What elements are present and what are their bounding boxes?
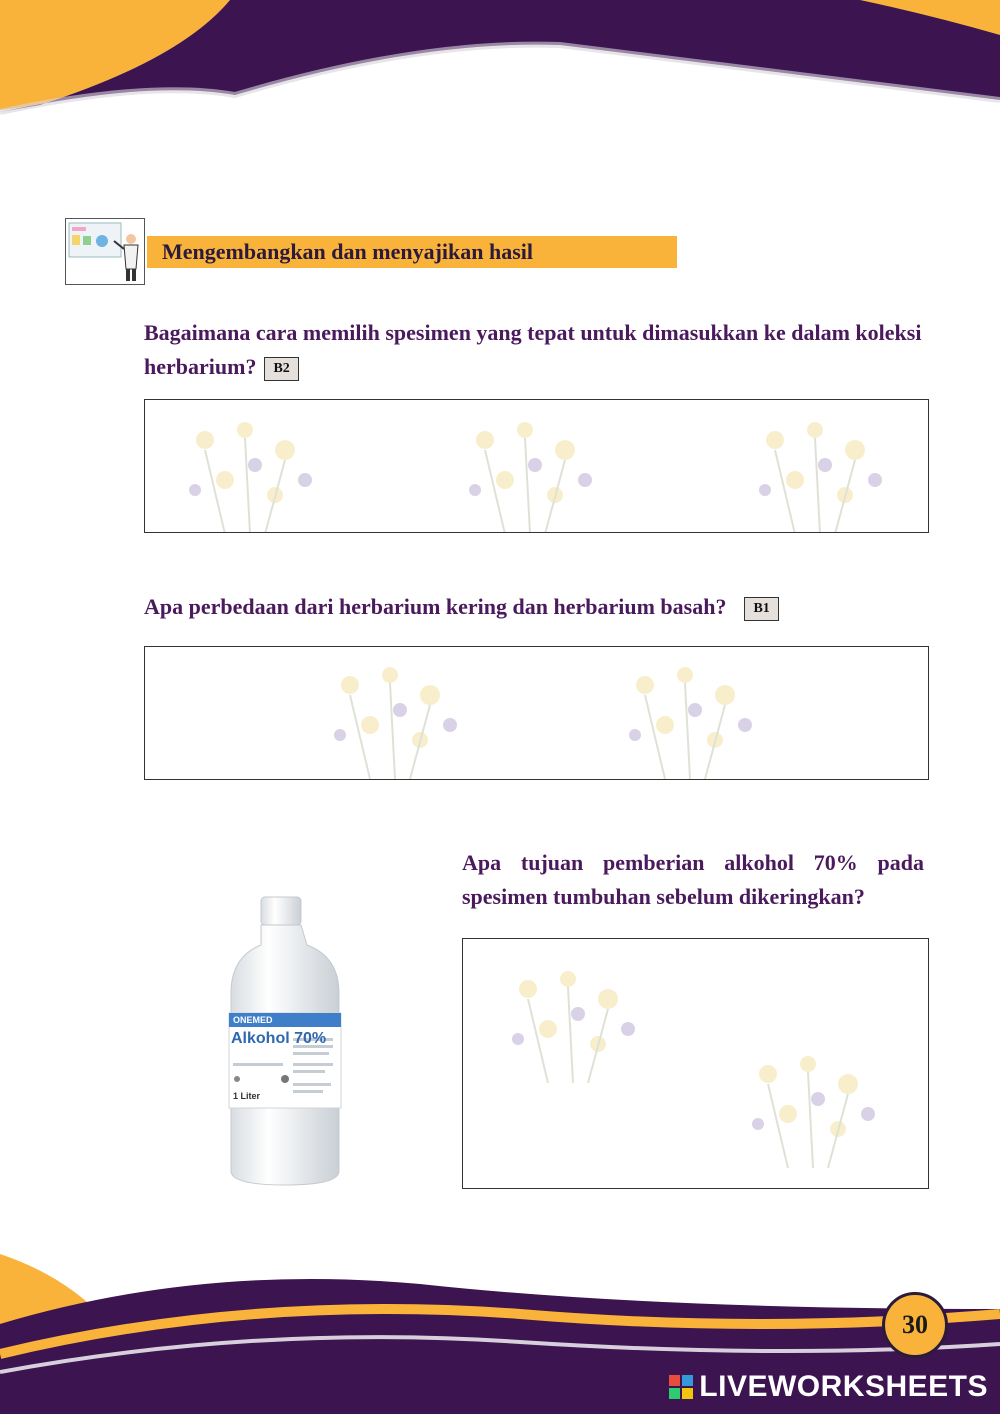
- answer-box-2[interactable]: [144, 646, 929, 780]
- question-1: [144, 316, 944, 384]
- question-1-badge: B2: [264, 357, 298, 381]
- liveworksheets-logo-icon: [669, 1375, 693, 1399]
- teacher-presentation-icon: [65, 218, 145, 285]
- question-2-text: Apa perbedaan dari herbarium kering dan herbarium basah?: [144, 594, 727, 619]
- flower-watermark-icon: [605, 655, 775, 779]
- question-3: [462, 846, 924, 914]
- flower-watermark-icon: [165, 410, 335, 533]
- flower-watermark-icon: [735, 410, 905, 533]
- question-1-text: Bagaimana cara memilih spesimen yang tepat untuk dimasukkan ke dalam koleksi herbarium?: [144, 320, 922, 379]
- flower-watermark-icon: [310, 655, 480, 779]
- watermark-text: LIVEWORKSHEETS: [699, 1370, 988, 1403]
- alcohol-bottle-image: [215, 893, 355, 1188]
- flower-watermark-icon: [445, 410, 615, 533]
- flower-watermark-icon: [488, 959, 658, 1083]
- flower-watermark-icon: [728, 1044, 898, 1168]
- question-2-badge: B1: [744, 597, 778, 621]
- answer-box-3[interactable]: [462, 938, 929, 1189]
- answer-box-1[interactable]: [144, 399, 929, 533]
- bottle-volume: 1 Liter: [233, 1091, 261, 1101]
- question-2: [144, 590, 944, 624]
- bottle-brand: ONEMED: [233, 1015, 273, 1025]
- question-3-text: Apa tujuan pemberian alkohol 70% pada spesimen tumbuhan sebelum dikeringkan?: [462, 850, 924, 909]
- top-decorative-band: [0, 0, 1000, 140]
- liveworksheets-watermark[interactable]: [669, 1370, 988, 1404]
- bottle-product: Alkohol 70%: [231, 1030, 327, 1047]
- page-number: 30: [882, 1292, 948, 1358]
- section-title: Mengembangkan dan menyajikan hasil: [162, 239, 534, 264]
